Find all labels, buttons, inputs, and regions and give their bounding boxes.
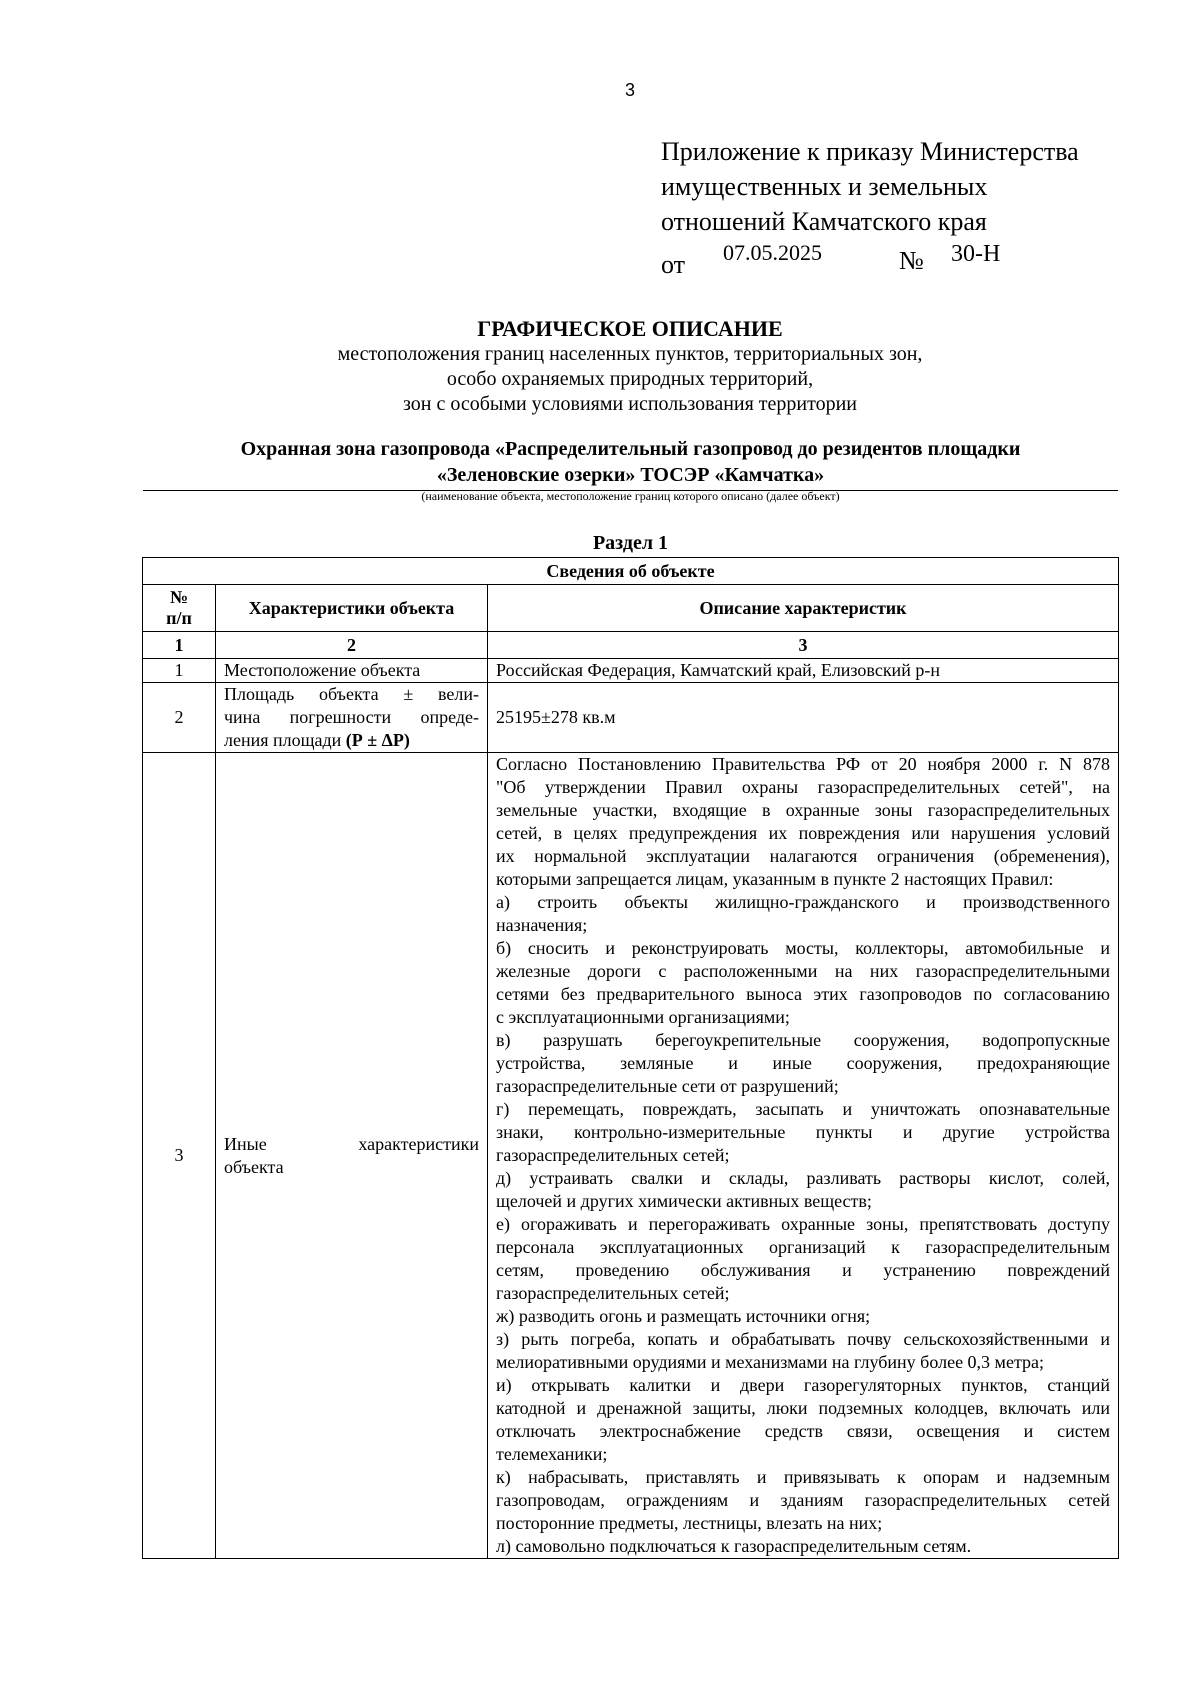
header-num-line-2: п/п: [166, 608, 192, 628]
column-number-3: 3: [488, 632, 1119, 659]
header-num: [143, 585, 216, 632]
appendix-line-3: отношений Камчатского края: [661, 207, 987, 236]
description-line: персонала эксплуатационных организаций к газораспределительным: [496, 1237, 1110, 1257]
row-2-char-formula: (Р ± ΔР): [345, 730, 410, 750]
row-2-num: 2: [143, 683, 216, 753]
header-description: Описание характеристик: [488, 585, 1119, 632]
description-line: г) перемещать, повреждать, засыпать и уничтожать опознавательные: [496, 1099, 1110, 1119]
row-3-char-word-2: характеристики: [358, 1133, 479, 1154]
object-info-table: [142, 557, 1119, 1559]
description-line: железные дороги с расположенными на них газораспределительными: [496, 961, 1110, 981]
description-line: которыми запрещается лицам, указанным в пункте 2 настоящих Правил:: [496, 869, 1054, 889]
table-title-row: [143, 558, 1119, 585]
row-3-char-line-1: [224, 1133, 479, 1156]
appendix-header: [661, 134, 1161, 279]
row-3-char-word-1: Иные: [224, 1133, 267, 1154]
column-number-2: 2: [216, 632, 488, 659]
appendix-line-1: Приложение к приказу Министерства: [661, 137, 1079, 166]
table-row: [143, 753, 1119, 1559]
description-line: Согласно Постановлению Правительства РФ от 20 ноября 2000 г. N 878: [496, 754, 1110, 774]
document-heading: [140, 316, 1120, 417]
order-reference: [661, 239, 1161, 279]
description-line: земельные участки, входящие в охранные зоны газораспределительных: [496, 800, 1110, 820]
column-number-row: [143, 632, 1119, 659]
row-2-char-line-2: чина погрешности опреде-: [224, 707, 479, 727]
object-caption: (наименование объекта, местоположение границ которого описано (далее объект): [421, 489, 840, 503]
description-line: к) набрасывать, приставлять и привязывать к опорам и надземным: [496, 1467, 1110, 1487]
description-line: мелиоративными орудиями и механизмами на глубину более 0,3 метра;: [496, 1352, 1045, 1372]
number-sign: №: [899, 246, 924, 275]
description-line: д) устраивать свалки и склады, разливать растворы кислот, солей,: [496, 1168, 1110, 1188]
row-3-num: 3: [143, 753, 216, 1559]
row-1-description: Российская Федерация, Камчатский край, Елизовский р-н: [488, 659, 1119, 683]
row-2-char-line-3: [224, 729, 479, 752]
order-number: 30-Н: [951, 241, 1001, 267]
order-date: 07.05.2025: [723, 240, 822, 265]
page-number: 3: [624, 80, 635, 100]
description-line: и) открывать калитки и двери газорегуляторных пунктов, станций: [496, 1375, 1110, 1395]
row-2-characteristic: [216, 683, 488, 753]
description-line: газораспределительные сети от разрушений;: [496, 1076, 839, 1096]
appendix-line-2: имущественных и земельных: [661, 172, 988, 201]
description-line: е) огораживать и перегораживать охранные зоны, препятствовать доступу: [496, 1214, 1110, 1234]
description-line: с эксплуатационными организациями;: [496, 1007, 790, 1027]
description-line: газораспределительных сетей;: [496, 1283, 730, 1303]
row-3-description: [488, 753, 1119, 1559]
description-line: газопроводам, ограждениям и зданиям газораспределительных сетей: [496, 1490, 1110, 1510]
subtitle-line-3: зон с особыми условиями использования территории: [402, 393, 858, 415]
table-header-row: [143, 585, 1119, 632]
description-line: а) строить объекты жилищно-гражданского и производственного: [496, 892, 1110, 912]
description-line: б) сносить и реконструировать мосты, коллекторы, автомобильные и: [496, 938, 1110, 958]
document-title: ГРАФИЧЕСКОЕ ОПИСАНИЕ: [477, 316, 783, 341]
subtitle-line-2: особо охраняемых природных территорий,: [446, 368, 814, 390]
description-line: отключать электроснабжение средств связи, освещения и систем: [496, 1421, 1110, 1441]
description-line: сетями без предварительного выноса этих газопроводов по согласованию: [496, 984, 1110, 1004]
description-line: ж) разводить огонь и размещать источники огня;: [496, 1306, 871, 1326]
row-2-description: 25195±278 кв.м: [488, 683, 1119, 753]
object-name-line-1: Охранная зона газопровода «Распределительный газопровод до резидентов площадки: [240, 438, 1021, 460]
description-line: сетям, проведению обслуживания и устранению повреждений: [496, 1260, 1110, 1280]
description-line: газораспределительных сетей;: [496, 1145, 730, 1165]
description-line: сетей, в целях предупреждения их повреждения или нарушения условий: [496, 823, 1110, 843]
row-2-char-line-3-text: ления площади: [224, 730, 346, 750]
subtitle-line-1: местоположения границ населенных пунктов, территориальных зон,: [337, 343, 923, 365]
row-3-char-line-2: объекта: [224, 1156, 284, 1177]
description-line: телемеханики;: [496, 1444, 608, 1464]
from-label: от: [661, 250, 686, 279]
description-line: знаки, контрольно-измерительные пункты и другие устройства: [496, 1122, 1110, 1142]
object-name: [143, 436, 1118, 491]
section-title: Раздел 1: [592, 532, 669, 554]
description-line: щелочей и других химически активных веществ;: [496, 1191, 872, 1211]
row-2-char-line-1: Площадь объекта ± вели-: [224, 684, 479, 704]
row-1-characteristic: Местоположение объекта: [216, 659, 488, 683]
description-line: з) рыть погреба, копать и обрабатывать почву сельскохозяйственными и: [496, 1329, 1110, 1349]
row-3-characteristic: [216, 753, 488, 1559]
description-line: "Об утверждении Правил охраны газораспределительных сетей", на: [496, 777, 1110, 797]
object-name-line-2: «Зеленовские озерки» ТОСЭР «Камчатка»: [436, 464, 825, 486]
description-line: их нормальной эксплуатации налагаются ограничения (обременения),: [496, 846, 1110, 866]
description-line: катодной и дренажной защиты, люки подземных колодцев, включать или: [496, 1398, 1110, 1418]
table-title: Сведения об объекте: [143, 558, 1119, 585]
description-line: устройства, земляные и иные сооружения, предохраняющие: [496, 1053, 1110, 1073]
description-line: назначения;: [496, 915, 588, 935]
table-row: [143, 683, 1119, 753]
column-number-1: 1: [143, 632, 216, 659]
header-characteristics: Характеристики объекта: [216, 585, 488, 632]
header-num-line-1: №: [169, 587, 189, 607]
description-line: л) самовольно подключаться к газораспределительным сетям.: [496, 1536, 972, 1556]
description-line: в) разрушать берегоукрепительные сооружения, водопропускные: [496, 1030, 1110, 1050]
description-line: посторонние предметы, лестницы, влезать на них;: [496, 1513, 883, 1533]
row-1-num: 1: [143, 659, 216, 683]
table-row: [143, 659, 1119, 683]
